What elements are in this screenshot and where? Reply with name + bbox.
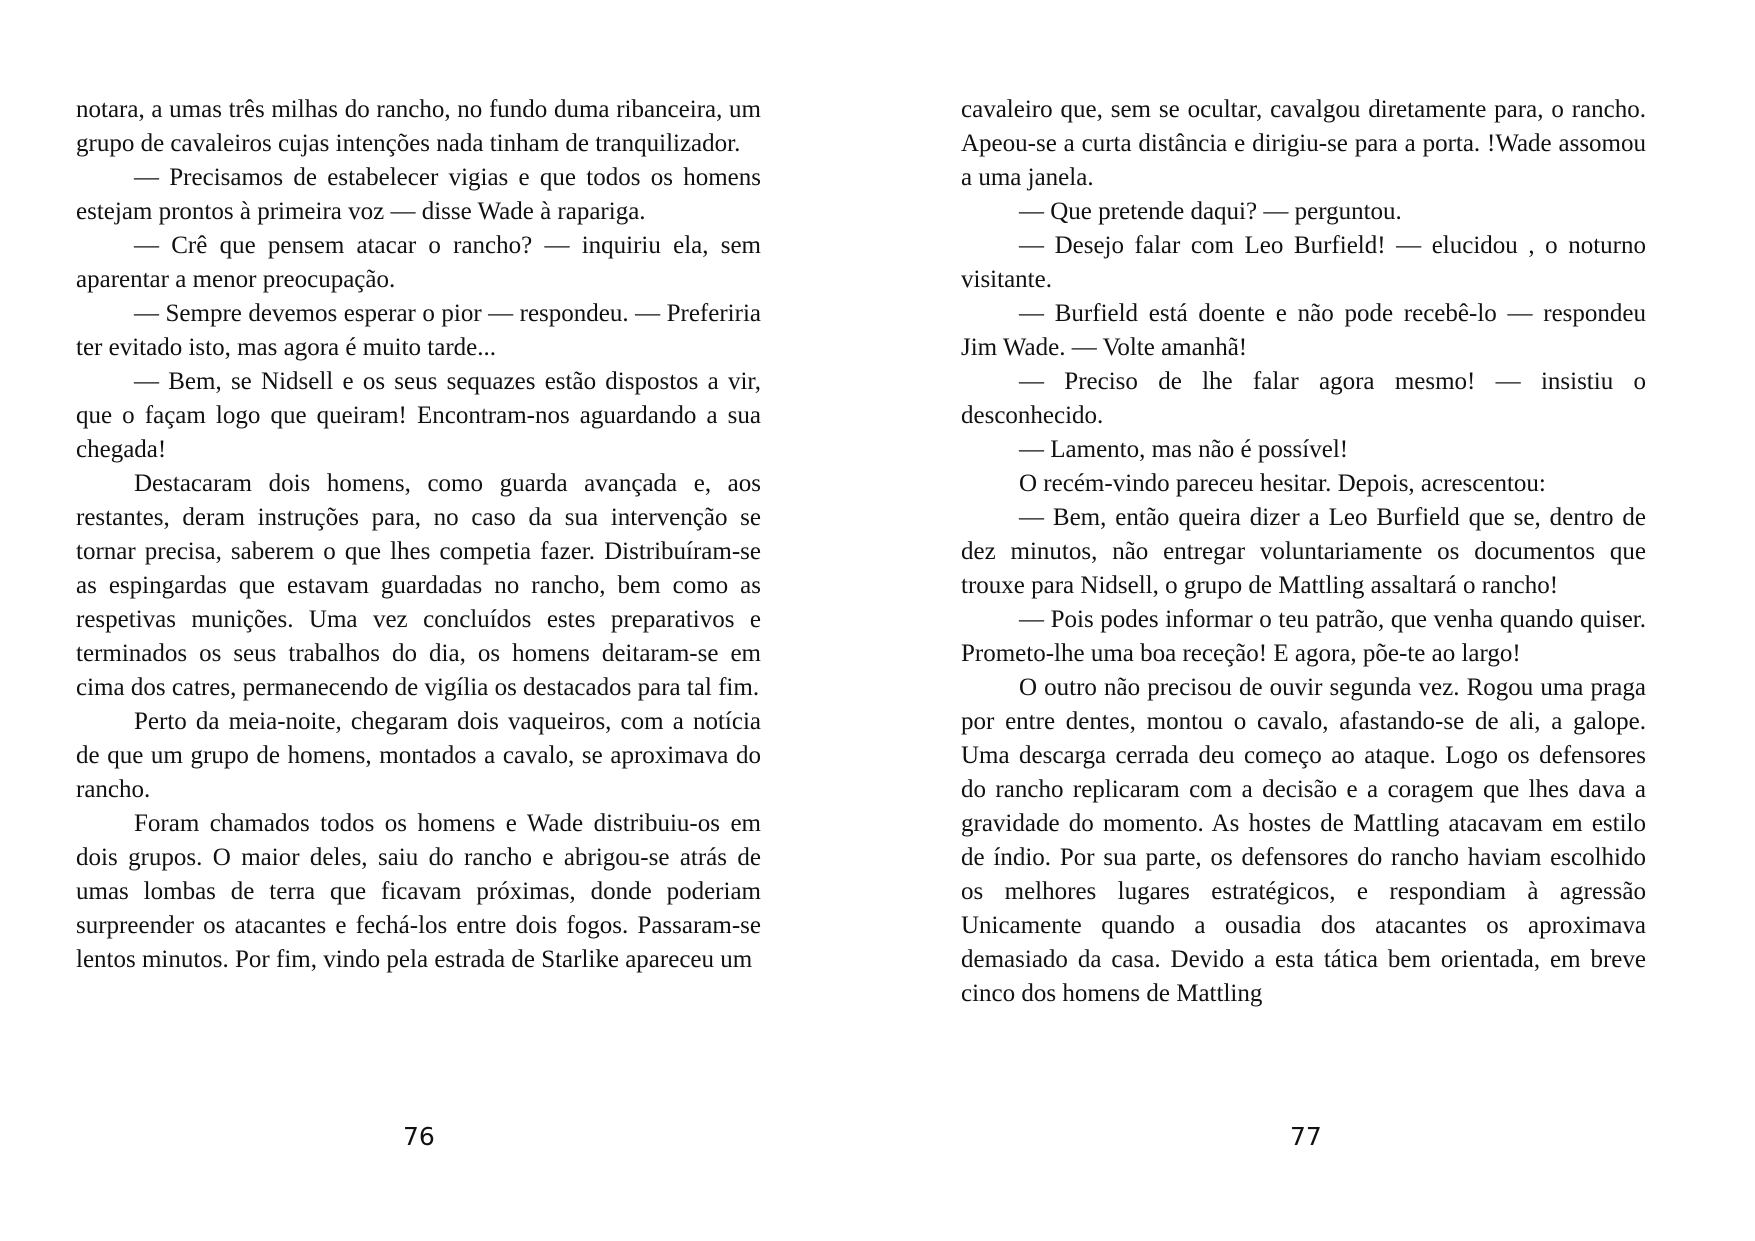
paragraph: O outro não precisou de ouvir segunda vez. Rogou uma praga por entre dentes, montou o cavalo, afastando-se de ali, a galope. Uma descarga cerrada deu começo ao ataque. Logo os defensores do rancho replicaram com a decisão e a coragem que lhes dava a gravidade do momento. As hostes de Mattling atacavam em estilo de índio. Por sua parte, os defensores do rancho haviam escolhido os melhores lugares estratégicos, e respondiam à agressão Unicamente quando a ousadia dos atacantes os aproximava demasiado da casa. Devido a esta tática bem orientada, em breve cinco dos homens de Mattling	[961, 674, 1646, 1007]
paragraph: — Desejo falar com Leo Burfield! — elucidou , o noturno visitante.	[961, 232, 1646, 293]
right-page-text	[961, 93, 1646, 1011]
paragraph: — Bem, então queira dizer a Leo Burfield que se, dentro de dez minutos, não entregar voluntariamente os documentos que trouxe para Nidsell, o grupo de Mattling assaltará o rancho!	[961, 504, 1646, 599]
paragraph: Foram chamados todos os homens e Wade distribuiu-os em dois grupos. O maior deles, saiu do rancho e abrigou-se atrás de umas lombas de terra que ficavam próximas, donde poderiam surpreender os atacantes e fechá-los entre dois fogos. Passaram-se lentos minutos. Por fim, vindo pela estrada de Starlike apareceu um	[76, 810, 761, 973]
paragraph: Destacaram dois homens, como guarda avançada e, aos restantes, deram instruções para, no caso da sua intervenção se tornar precisa, saberem o que lhes competia fazer. Distribuíram-se as espingardas que estavam guardadas no rancho, bem como as respetivas munições. Uma vez concluídos estes preparativos e terminados os seus trabalhos do dia, os homens deitaram-se em cima dos catres, permanecendo de vigília os destacados para tal fim.	[76, 470, 761, 701]
left-page-number: 76	[403, 1122, 435, 1151]
paragraph: — Burfield está doente e não pode recebê-lo — respondeu Jim Wade. — Volte amanhã!	[961, 300, 1646, 361]
paragraph: Perto da meia-noite, chegaram dois vaqueiros, com a notícia de que um grupo de homens, montados a cavalo, se aproximava do rancho.	[76, 708, 761, 803]
left-page-text	[76, 93, 761, 977]
paragraph: cavaleiro que, sem se ocultar, cavalgou diretamente para, o rancho. Apeou-se a curta distância e dirigiu-se para a porta. !Wade assomou a uma janela.	[961, 96, 1646, 191]
paragraph: notara, a umas três milhas do rancho, no fundo duma ribanceira, um grupo de cavaleiros cujas intenções nada tinham de tranquilizador.	[76, 96, 761, 157]
paragraph: — Precisamos de estabelecer vigias e que todos os homens estejam prontos à primeira voz — disse Wade à rapariga.	[76, 164, 761, 225]
paragraph: — Crê que pensem atacar o rancho? — inquiriu ela, sem aparentar a menor preocupação.	[76, 232, 761, 293]
paragraph: — Pois podes informar o teu patrão, que venha quando quiser. Prometo-lhe uma boa receção! E agora, põe-te ao largo!	[961, 606, 1646, 667]
paragraph: — Que pretende daqui? — perguntou.	[1019, 198, 1402, 225]
paragraph: — Sempre devemos esperar o pior — respondeu. — Preferiria ter evitado isto, mas agora é muito tarde...	[76, 300, 761, 361]
paragraph: — Lamento, mas não é possível!	[1019, 436, 1349, 463]
right-page-number: 77	[1290, 1122, 1322, 1151]
paragraph: — Bem, se Nidsell e os seus sequazes estão dispostos a vir, que o façam logo que queiram! Encontram-nos aguardando a sua chegada!	[76, 368, 761, 463]
paragraph: — Preciso de lhe falar agora mesmo! — insistiu o desconhecido.	[961, 368, 1646, 429]
paragraph: O recém-vindo pareceu hesitar. Depois, acrescentou:	[1019, 470, 1546, 497]
